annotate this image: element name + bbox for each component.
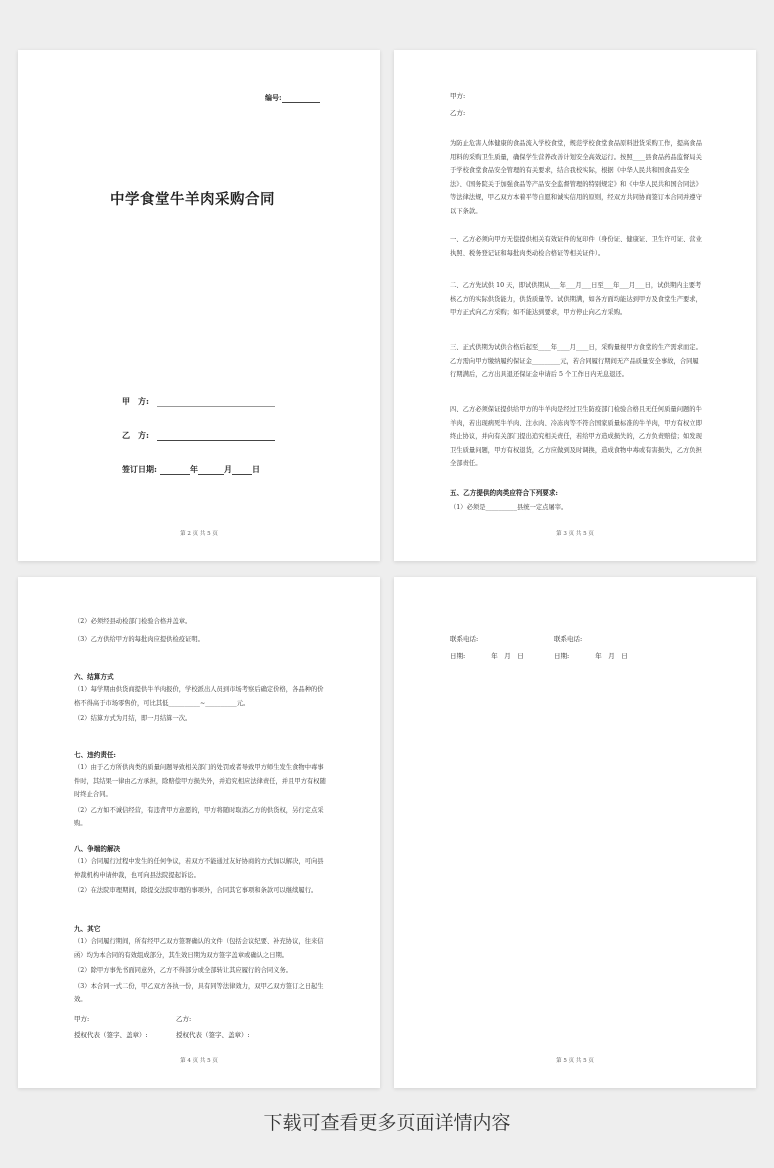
day-blank xyxy=(232,465,252,475)
contact-a: 联系电话: xyxy=(450,635,479,643)
section-6-items xyxy=(74,683,328,726)
clause-5-item-1: （1）必须是__________县统一定点屠宰。 xyxy=(450,504,568,511)
contract-page-cover xyxy=(18,50,380,561)
clause-2: 二、乙方先试供 10 天，即试供期从___年___月___日至___年___月___日，试供期内主要考核乙方的实际供货能力，供货质量等。试供期满，如各方面均能达到甲方及食堂生产要求，甲方正式向乙方采购；如不能达到要求，甲方停止向乙方采购。 xyxy=(450,282,702,317)
day-label: 日 xyxy=(251,464,260,474)
rep-party-b: 授权代表（签字、盖章）: xyxy=(176,1031,250,1039)
list-item: （2）乙方如不诚信经营，有违背甲方意愿的，甲方将随时取消乙方的供货权，另行定点采购。 xyxy=(74,806,324,828)
contact-b: 联系电话: xyxy=(554,635,583,643)
year-label: 年 xyxy=(189,464,198,474)
list-item: （2）结算方式为月结，即一月结算一次。 xyxy=(74,715,192,723)
list-item: （1）由于乙方所供肉类的质量问题导致相关部门的处罚或者导致甲方师生发生食物中毒事件时，其结果一律由乙方承担，除赔偿甲方损失外，并追究相应法律责任，并且甲方有权随时终止合同。 xyxy=(74,764,326,799)
list-item: （1）合同履行过程中发生的任何争议，若双方不能通过友好协商的方式加以解决，可向县仲裁机构申请仲裁，也可向县法院提起诉讼。 xyxy=(74,858,324,879)
page-footer: 第 3 页 共 5 页 xyxy=(556,531,594,537)
clause-5-heading: 五、乙方提供的肉类应符合下列要求: xyxy=(450,489,558,497)
section-7-items xyxy=(74,761,328,831)
requirements-list-cont xyxy=(74,615,328,646)
month-blank xyxy=(198,465,224,475)
sign-date-row xyxy=(122,464,260,475)
contract-number xyxy=(265,93,320,103)
section-7-heading: 七、违约责任: xyxy=(74,751,116,759)
page-footer: 第 5 页 共 5 页 xyxy=(556,1058,594,1064)
party-a-row xyxy=(122,396,275,407)
page-footer: 第 2 页 共 5 页 xyxy=(180,531,218,537)
contract-title: 中学食堂牛羊肉采购合同 xyxy=(110,192,275,208)
page-footer: 第 4 页 共 5 页 xyxy=(180,1058,218,1064)
list-item: （1）合同履行期间，所有经甲乙双方签署确认的文件（包括会议纪要、补充协议，往来信函）均为本合同的有效组成部分，其生效日期为双方签字盖章或确认之日期。 xyxy=(74,938,324,959)
list-item: （2）在法院审理期间，除提交法院审理的事项外，合同其它事项和条款可以继续履行。 xyxy=(74,887,318,895)
party-a-blank xyxy=(157,397,275,407)
list-item: （3）乙方供给甲方的每批肉应提供检疫证明。 xyxy=(74,635,204,643)
intro-paragraph: 为防止危害人体健康的食品流入学校食堂，规范学校食堂食品原料进货采购工作，提高食品用料的采购卫生质量，确保学生营养改善计划安全高效运行。按照____县食品药品监督局关于学校食堂食品安全管理的有关要求，结合我校实际，根据《中华人民共和国食品安全法》、《国务院关于加强食品等产品安全监督管理的特别规定》和《中华人民共和国合同法》等法律法规，甲乙双方本着平等自愿和诚实信用的原则，经双方共同协商签订本合同并遵守以下条款。 xyxy=(450,140,702,215)
clause-3: 三、正式供期为试供合格后起至____年____月____日，采购量视甲方食堂的生产需求而定。乙方需向甲方缴纳履约保证金_________元，若合同履行期间无产品质量安全事故，合同履行期满后，乙方出具退还保证金申请后 5 个工作日内无息退还。 xyxy=(450,344,702,379)
party-b-blank xyxy=(157,431,275,441)
section-9-heading: 九、其它 xyxy=(74,925,101,933)
contract-page-terms-2 xyxy=(18,577,380,1088)
sign-party-b: 乙方: xyxy=(176,1015,192,1023)
section-8-items xyxy=(74,855,328,898)
date-a: 日期: 年 月 日 xyxy=(450,652,524,660)
section-6-heading: 六、结算方式 xyxy=(74,673,114,681)
sign-date-label: 签订日期: xyxy=(122,464,157,474)
party-a-label: 甲 方: xyxy=(122,396,149,406)
list-item: （2）必须经县动检部门检验合格并盖章。 xyxy=(74,618,192,625)
rep-party-a: 授权代表（签字、盖章）: xyxy=(74,1031,148,1039)
year-blank xyxy=(160,465,190,475)
section-8-heading: 八、争端的解决 xyxy=(74,845,121,853)
download-caption: 下载可查看更多页面详情内容 xyxy=(263,1112,511,1134)
contract-page-signatures xyxy=(394,577,756,1088)
list-item: （3）本合同一式二份，甲乙双方各执一份，具有同等法律效力，双甲乙双方签订之日起生效。 xyxy=(74,982,324,1004)
section-9-items xyxy=(74,935,328,1007)
date-b: 日期: 年 月 日 xyxy=(554,652,628,660)
number-blank xyxy=(282,94,320,103)
contract-page-terms-1 xyxy=(394,50,756,561)
list-item: （2）除甲方事先书面同意外，乙方不得部分或全部转让其应履行的合同义务。 xyxy=(74,967,293,975)
party-a-label: 甲方: xyxy=(450,92,466,100)
list-item: （1）每学期由供货商提供牛羊肉报价，学校派出人员到市场考察后确定价格，各品种的价格不得高于市场零售价，可比其低__________~__________元。 xyxy=(74,686,324,707)
party-b-row xyxy=(122,430,275,441)
party-b-label: 乙方: xyxy=(450,109,466,117)
party-b-label: 乙 方: xyxy=(122,430,149,440)
number-label: 编号: xyxy=(265,93,282,102)
clause-4: 四、乙方必须保证提供给甲方的牛羊肉是经过卫生防疫部门检验合格且无任何质量问题的牛羊肉，若出现病死牛羊肉、注水肉、冷冻肉等不符合国家质量标准的牛羊肉，甲方有权立即终止协议，并向有关部门提出追究相关责任，若给甲方造成损失的，乙方负责赔偿；如发现卫生质量问题，甲方有权退货，乙方应做到及时调换，造成食物中毒或有害损失，乙方负担全部责任。 xyxy=(450,406,702,468)
clause-1: 一、乙方必须向甲方无偿提供相关有效证件的复印件（身份证、健康证、卫生许可证、营业执照、税务登记证和每批肉类动检合格证等相关证件）。 xyxy=(450,236,702,257)
sign-party-a: 甲方: xyxy=(74,1015,90,1023)
month-label: 月 xyxy=(223,464,232,474)
